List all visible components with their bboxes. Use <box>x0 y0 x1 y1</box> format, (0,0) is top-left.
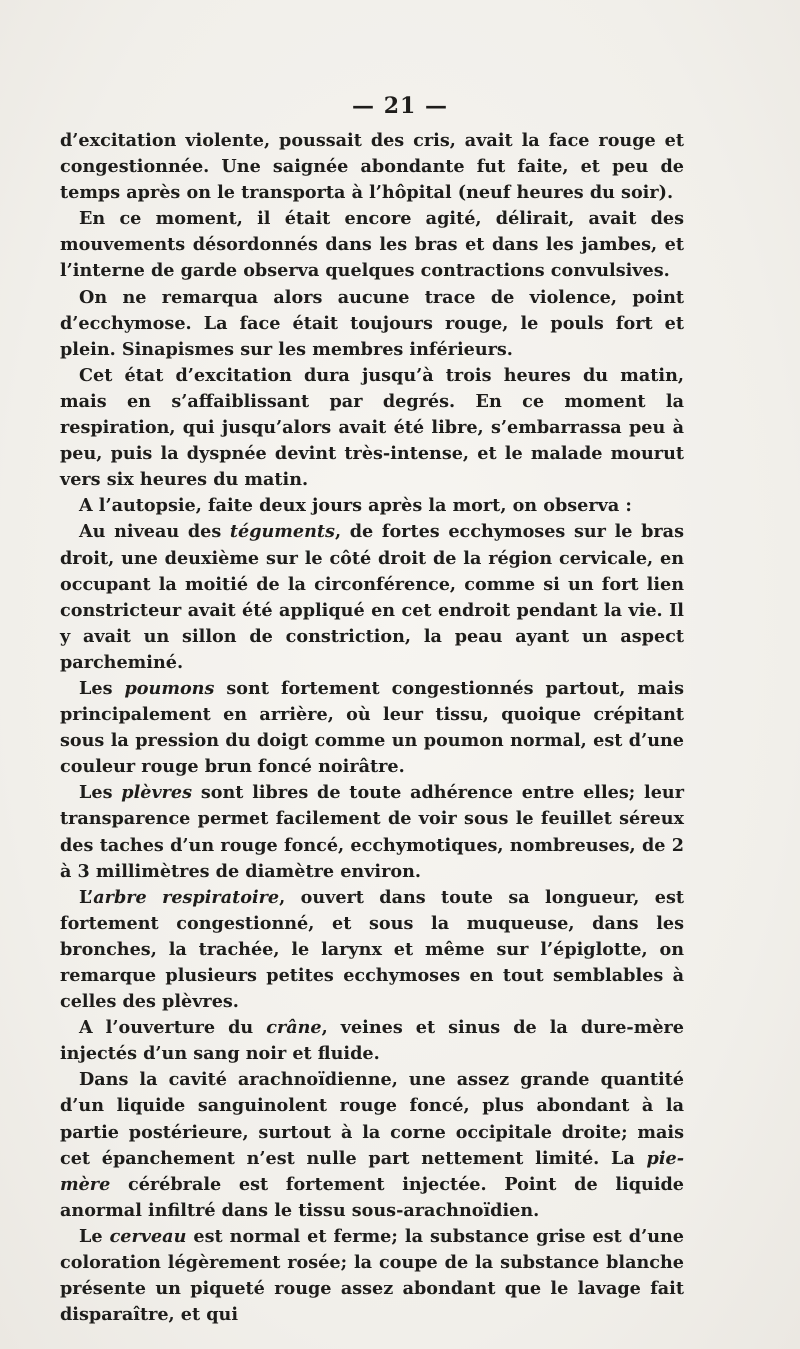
text-run: L’ <box>79 886 94 908</box>
paragraph <box>60 780 684 884</box>
text-run: Le <box>79 1225 110 1247</box>
paragraph <box>60 493 684 519</box>
paragraph <box>60 885 684 1015</box>
text-run: A l’autopsie, faite deux jours après la mort, on observa : <box>79 495 632 517</box>
italic-term: téguments <box>229 521 335 543</box>
italic-term: crâne <box>266 1017 322 1039</box>
body-text <box>60 128 684 1328</box>
italic-term: arbre respiratoire <box>93 886 280 908</box>
paragraph <box>60 676 684 780</box>
paragraph <box>60 285 684 363</box>
italic-term: pie-mère <box>60 1147 684 1195</box>
page-number: — 21 — <box>352 93 448 119</box>
paragraph <box>60 519 684 676</box>
text-run: Cet état d’excitation dura jusqu’à trois heures du matin, mais en s’affaiblissant par degrés. En ce moment la respiration, qui jusqu’alors avait été libre, s’embarrassa peu à peu, puis la dyspnée devint très-intense, et le malade mourut vers six heures du matin. <box>60 364 684 491</box>
paragraph <box>60 128 684 206</box>
text-run: , veines et sinus de la dure-mère injectés d’un sang noir et fluide. <box>60 1017 684 1065</box>
paragraph <box>60 1067 684 1224</box>
text-run: Les <box>79 782 122 804</box>
italic-term: plèvres <box>121 782 193 804</box>
text-run: En ce moment, il était encore agité, délirait, avait des mouvements désordonnés dans les bras et dans les jambes, et l’interne de garde observa quelques contractions convulsives. <box>60 208 684 282</box>
italic-term: cerveau <box>109 1225 187 1247</box>
text-run: Dans la cavité arachnoïdienne, une assez grande quantité d’un liquide sanguinolent rouge foncé, plus abondant à la partie postérieure, surtout à la corne occipitale droite; mais cet épanchement n’est nulle part nettement limité. La <box>60 1069 684 1169</box>
paragraph <box>60 363 684 493</box>
text-run: sont fortement congestionnés partout, mais principalement en arrière, où leur tissu, quoique crépitant sous la pression du doigt comme un poumon normal, est d’une couleur rouge brun foncé noirâtre. <box>60 677 684 778</box>
text-run: , ouvert dans toute sa longueur, est fortement congestionné, et sous la muqueuse, dans les bronches, la trachée, le larynx et même sur l’épiglotte, on remarque plusieurs petites ecchymoses en tout semblables à celles des plèvres. <box>60 886 684 1013</box>
text-run: est normal et ferme; la substance grise est d’une coloration légèrement rosée; la coupe de la substance blanche présente un piqueté rouge assez abondant que le lavage fait disparaître, et qui <box>60 1225 684 1326</box>
text-run: On ne remarqua alors aucune trace de violence, point d’ecchymose. La face était toujours rouge, le pouls fort et plein. Sinapismes sur les membres inférieurs. <box>60 286 684 360</box>
paragraph <box>60 1224 684 1328</box>
text-run: Les <box>79 677 125 699</box>
paragraph <box>60 206 684 284</box>
text-run: A l’ouverture du <box>79 1017 267 1039</box>
paragraph <box>60 1015 684 1067</box>
text-run: , de fortes ecchymoses sur le bras droit, une deuxième sur le côté droit de la région cervicale, en occupant la moitié de la circonférence, comme si un fort lien constricteur avait été appliqué en cet endroit pendant la vie. Il y avait un sillon de constriction, la peau ayant un aspect parcheminé. <box>60 521 684 673</box>
text-run: cérébrale est fortement injectée. Point de liquide anormal infiltré dans le tissu sous-arachnoïdien. <box>60 1173 684 1221</box>
text-run: sont libres de toute adhérence entre elles; leur transparence permet facilement de voir sous le feuillet séreux des taches d’un rouge foncé, ecchymotiques, nombreuses, de 2 à 3 millimètres de diamètre environ. <box>60 782 684 882</box>
italic-term: poumons <box>124 677 215 699</box>
text-run: Au niveau des <box>79 521 230 543</box>
text-run: d’excitation violente, poussait des cris, avait la face rouge et congestionnée. Une saignée abondante fut faite, et peu de temps après on le transporta à l’hôpital (neuf heures du soir). <box>60 130 684 204</box>
